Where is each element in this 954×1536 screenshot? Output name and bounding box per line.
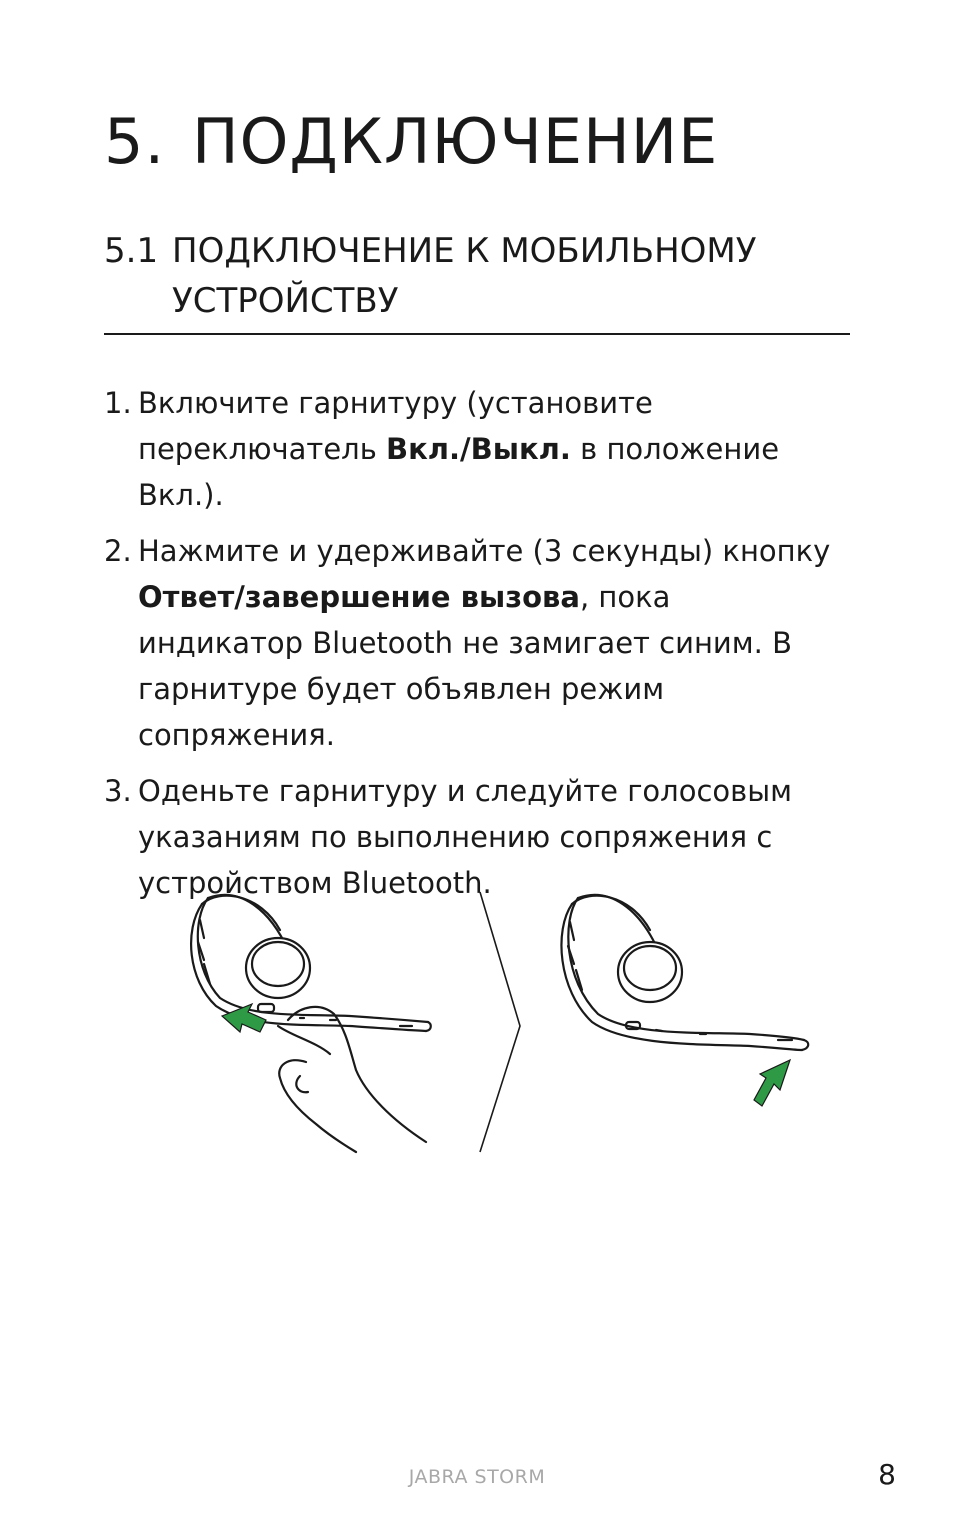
step-text: [138, 380, 834, 518]
headset-left-image: [191, 895, 431, 1152]
steps-list: [104, 380, 834, 916]
step-text: [138, 528, 834, 758]
answer-end-button-label: Ответ/завершение вызова: [138, 580, 580, 614]
headset-right-image: [561, 895, 808, 1050]
section-heading: [104, 226, 850, 326]
step-2: [104, 528, 834, 758]
step-text-before: Нажмите и удерживайте (3 секунды) кнопку: [138, 534, 831, 568]
step-text-before: Оденьте гарнитуру и следуйте голосовым указаниям по выполнению сопряжения с устройством Bluetooth.: [138, 774, 793, 900]
step-index: 3.: [104, 774, 132, 808]
onoff-switch-label: Вкл./Выкл.: [386, 432, 571, 466]
section-title: ПОДКЛЮЧЕНИЕ К МОБИЛЬНОМУ УСТРОЙСТВУ: [172, 231, 757, 321]
step-index: 2.: [104, 534, 132, 568]
chapter-number: 5.: [104, 105, 166, 178]
chapter-title: ПОДКЛЮЧЕНИЕ: [192, 105, 719, 178]
section-divider: [104, 333, 850, 335]
step-index: 1.: [104, 386, 132, 420]
page-number: 8: [878, 1458, 896, 1491]
page-title: [104, 104, 718, 180]
arrow-left-icon: [222, 1004, 266, 1032]
headset-illustration: [180, 880, 830, 1160]
step-divider: [480, 892, 520, 1152]
section-number: 5.1: [104, 231, 159, 271]
step-1: [104, 380, 834, 518]
arrow-up-icon: [754, 1060, 790, 1106]
footer-brand: JABRA STORM: [408, 1466, 546, 1488]
step-text-after: в положение Вкл.).: [138, 432, 780, 512]
step-text-after: , пока индикатор Bluetooth не замигает синим. В гарнитуре будет объявлен режим сопряжения.: [138, 580, 792, 752]
step-text-before: Включите гарнитуру (установите переключатель: [138, 386, 653, 466]
